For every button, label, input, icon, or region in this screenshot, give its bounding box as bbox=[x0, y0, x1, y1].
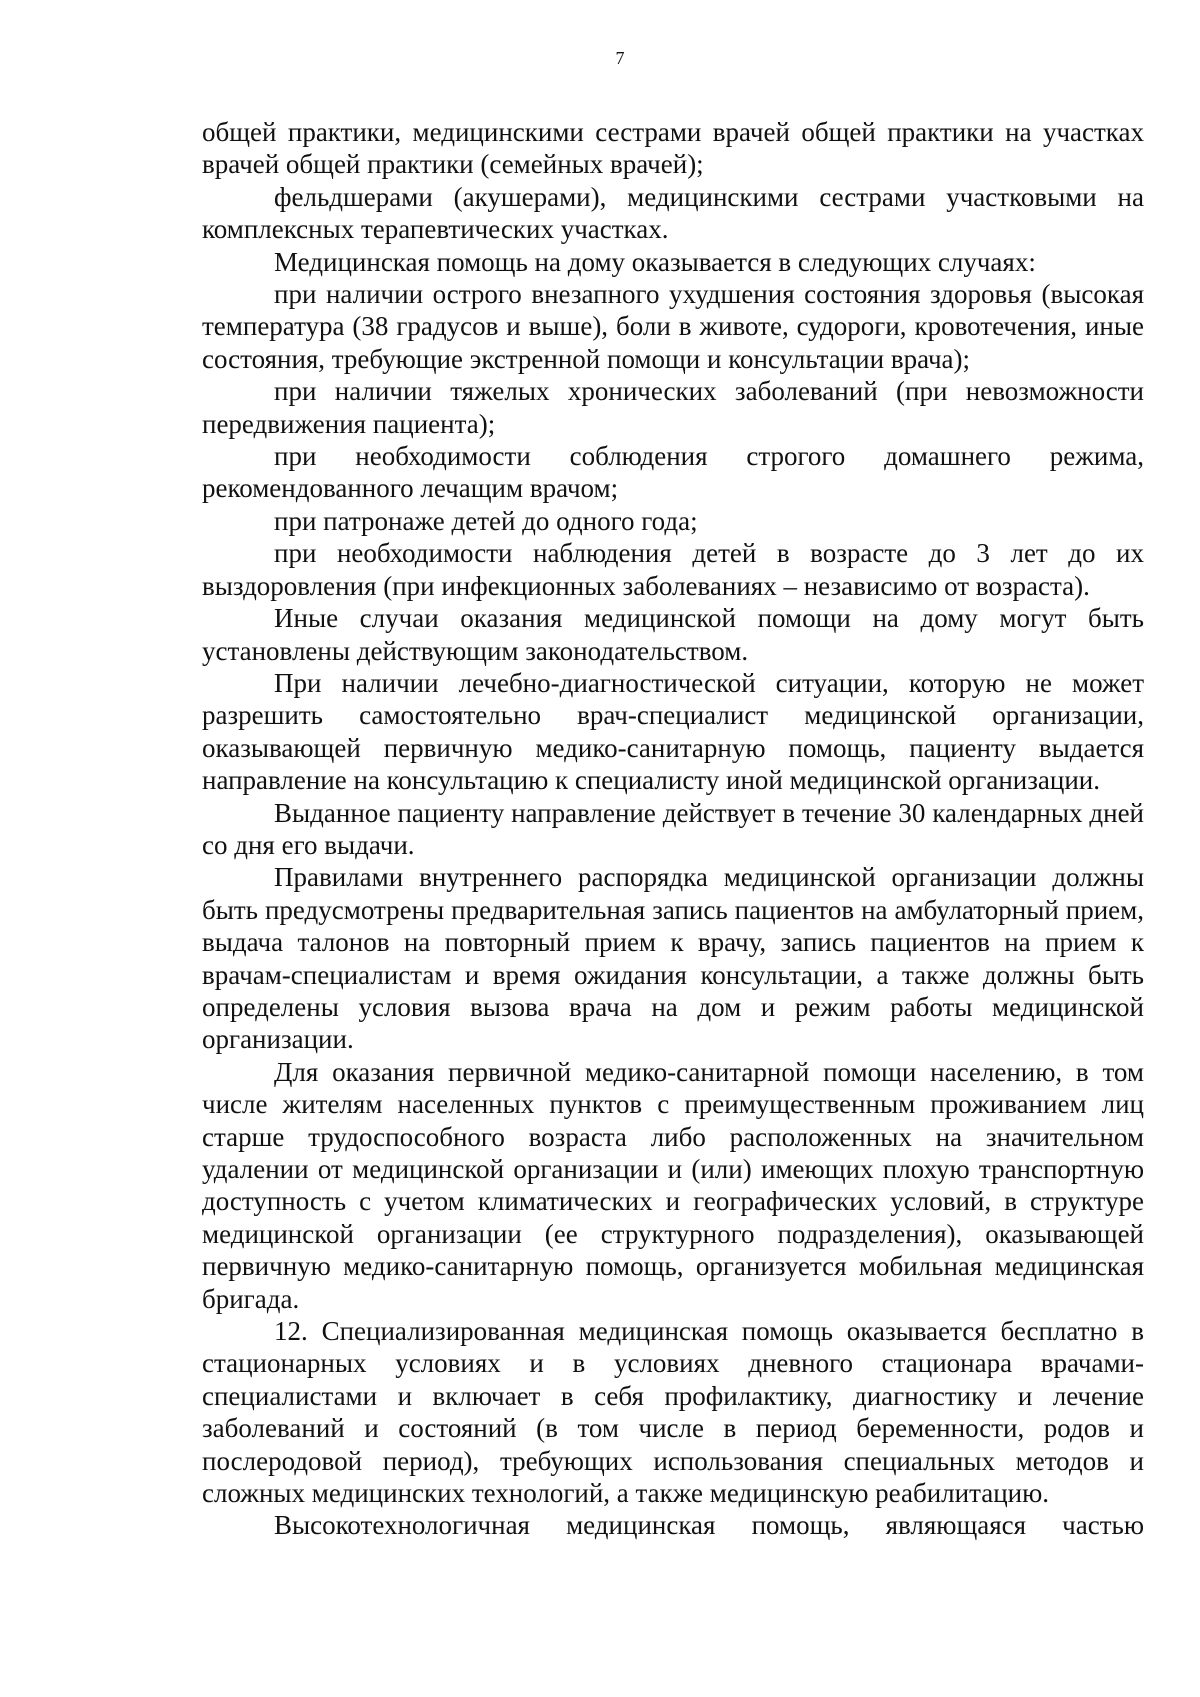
paragraph: фельдшерами (акушерами), медицинскими сестрами участковыми на комплексных терапевтических участках. bbox=[202, 181, 1144, 245]
paragraph-numbered: 12. Специализированная медицинская помощь оказывается бесплатно в стационарных условиях и в условиях дневного стационара врачами-специалистами и включает в себя профилактику, диагностику и лечение заболеваний и состояний (в том числе в период беременности, родов и послеродовой период), требующих использования специальных методов и сложных медицинских технологий, а также медицинскую реабилитацию. bbox=[202, 1316, 1144, 1509]
paragraph-truncated: Высокотехнологичная медицинская помощь, являющаяся частью bbox=[274, 1510, 1144, 1541]
page-number: 7 bbox=[615, 48, 625, 68]
paragraph: при наличии острого внезапного ухудшения состояния здоровья (высокая температура (38 градусов и выше), боли в животе, судороги, кровотечения, иные состояния, требующие экстренной помощи и консультации врача); bbox=[202, 279, 1144, 374]
paragraph: Правилами внутреннего распорядка медицинской организации должны быть предусмотрены предварительная запись пациентов на амбулаторный прием, выдача талонов на повторный прием к врачу, запись пациентов на прием к врачам-специалистам и время ожидания консультации, а также должны быть определены условия вызова врача на дом и режим работы медицинской организации. bbox=[202, 862, 1144, 1055]
paragraph: при необходимости соблюдения строгого домашнего режима, рекомендованного лечащим врачом; bbox=[202, 441, 1144, 504]
paragraph: Медицинская помощь на дому оказывается в следующих случаях: bbox=[274, 246, 1036, 277]
paragraph: Для оказания первичной медико-санитарной помощи населению, в том числе жителям населенных пунктов с преимущественным проживанием лиц старше трудоспособного возраста либо расположенных на значительном удалении от медицинской организации и (или) имеющих плохую транспортную доступность с учетом климатических и географических условий, в структуре медицинской организации (ее структурного подразделения), оказывающей первичную медико-санитарную помощь, организуется мобильная медицинская бригада. bbox=[202, 1056, 1144, 1314]
paragraph: при необходимости наблюдения детей в возрасте до 3 лет до их выздоровления (при инфекционных заболеваниях – независимо от возраста). bbox=[202, 538, 1144, 601]
paragraph: при патронаже детей до одного года; bbox=[274, 505, 698, 536]
paragraph: Иные случаи оказания медицинской помощи на дому могут быть установлены действующим законодательством. bbox=[202, 603, 1144, 666]
paragraph: при наличии тяжелых хронических заболеваний (при невозможности передвижения пациента); bbox=[202, 376, 1144, 439]
paragraph-continuation: общей практики, медицинскими сестрами врачей общей практики на участках врачей общей практики (семейных врачей); bbox=[202, 117, 1144, 180]
document-body bbox=[202, 116, 1144, 1542]
paragraph: Выданное пациенту направление действует в течение 30 календарных дней со дня его выдачи. bbox=[202, 797, 1144, 860]
paragraph: При наличии лечебно-диагностической ситуации, которую не может разрешить самостоятельно врач-специалист медицинской организации, оказывающей первичную медико-санитарную помощь, пациенту выдается направление на консультацию к специалисту иной медицинской организации. bbox=[202, 667, 1144, 796]
